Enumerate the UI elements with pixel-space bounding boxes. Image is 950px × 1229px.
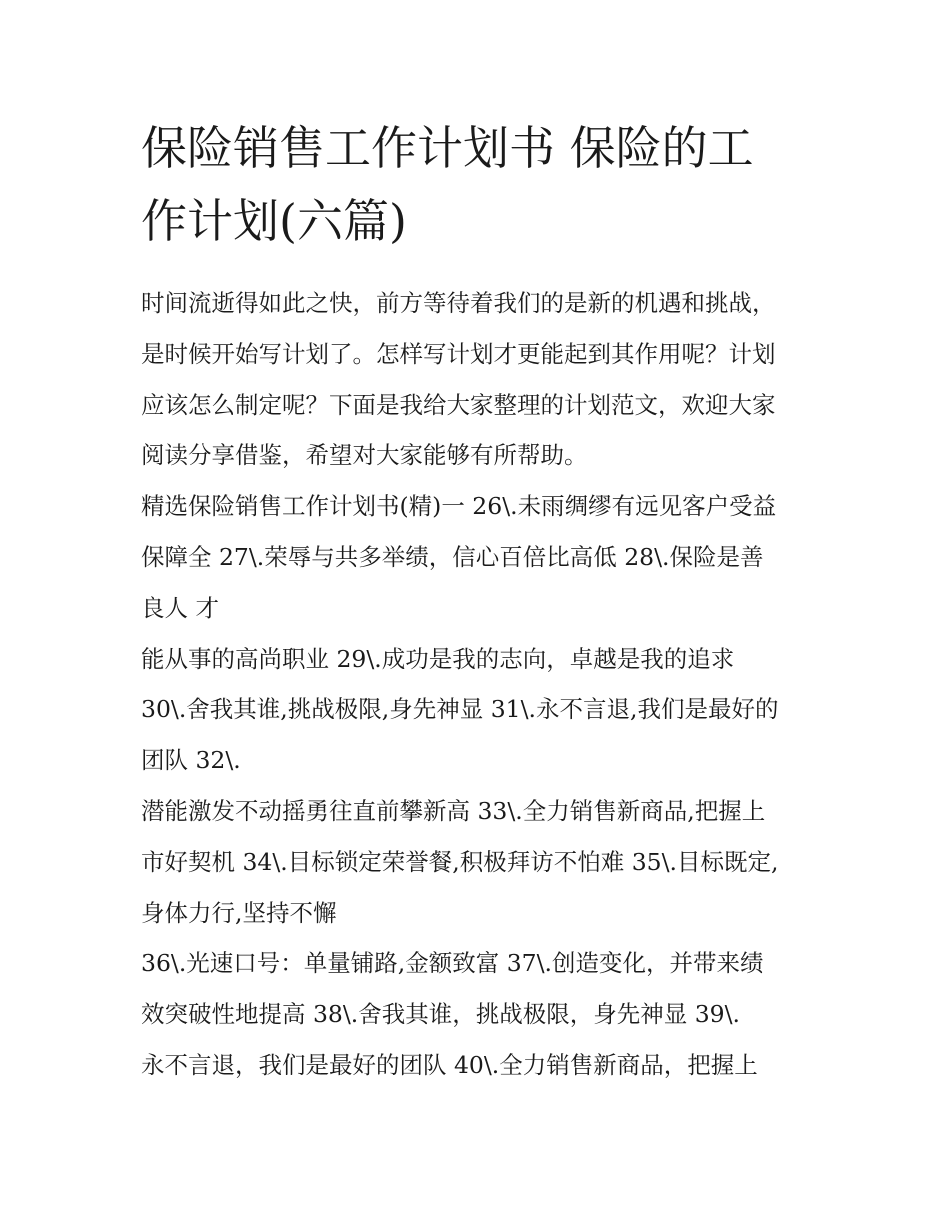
body-line: 30\.舍我其谁,挑战极限,身先神显 31\.永不言退,我们是最好的 <box>141 695 779 724</box>
body-line: 效突破性地提高 38\.舍我其谁，挑战极限，身先神显 39\. <box>141 1000 741 1029</box>
body-line: 永不言退，我们是最好的团队 40\.全力销售新商品，把握上 <box>141 1050 758 1079</box>
body-line: 身体力行,坚持不懈 <box>141 898 337 927</box>
body-line: 市好契机 34\.目标锁定荣誉餐,积极拜访不怕难 35\.目标既定, <box>141 847 779 876</box>
body-line: 团队 32\. <box>141 746 241 775</box>
body-line: 时间流逝得如此之快，前方等待着我们的是新的机遇和挑战， <box>141 289 776 317</box>
body-line: 能从事的高尚职业 29\.成功是我的志向，卓越是我的追求 <box>141 644 735 673</box>
body-line: 应该怎么制定呢？下面是我给大家整理的计划范文，欢迎大家 <box>141 390 776 419</box>
body-line: 良人 才 <box>141 593 219 622</box>
body-line: 精选保险销售工作计划书(精)一 26\.未雨绸缪有远见客户受益 <box>141 492 777 521</box>
body-line: 36\.光速口号：单量铺路,金额致富 37\.创造变化，并带来绩 <box>141 949 764 978</box>
title-line-1: 保险销售工作计划书 保险的工 <box>141 121 754 175</box>
title-line-2: 作计划(六篇) <box>141 194 407 248</box>
document-body <box>141 278 821 1091</box>
body-line: 是时候开始写计划了。怎样写计划才更能起到其作用呢？计划 <box>141 339 776 368</box>
body-line: 潜能激发不动摇勇往直前攀新高 33\.全力销售新商品,把握上 <box>141 796 766 825</box>
document-title <box>141 112 821 258</box>
body-line: 阅读分享借鉴，希望对大家能够有所帮助。 <box>141 441 588 470</box>
body-line: 保障全 27\.荣辱与共多举绩，信心百倍比高低 28\.保险是善 <box>141 542 764 571</box>
document-page <box>141 112 821 1091</box>
